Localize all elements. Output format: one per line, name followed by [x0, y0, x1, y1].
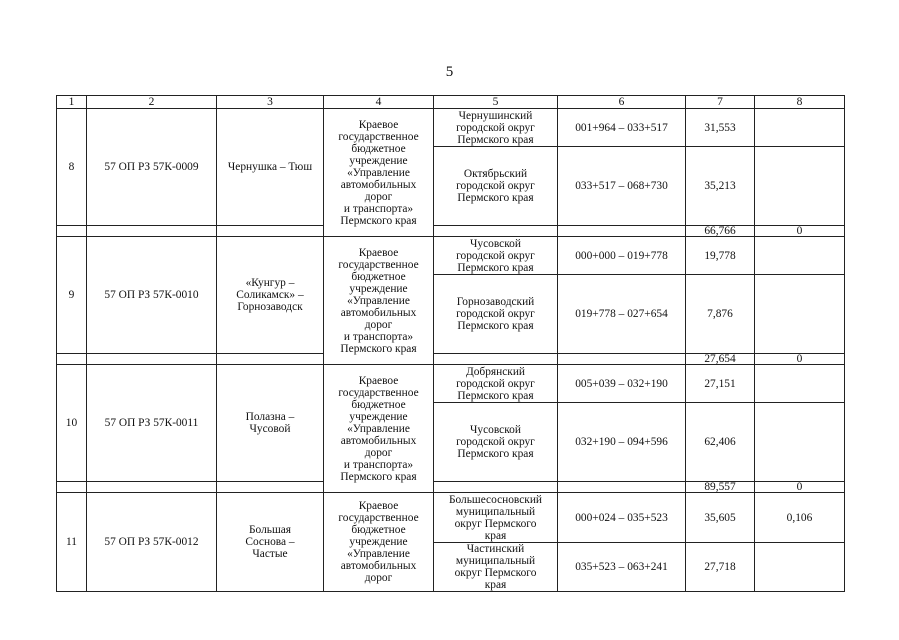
road-name: «Кунгур – Соликамск» – Горнозаводск [217, 237, 324, 354]
km-range: 005+039 – 032+190 [558, 365, 686, 403]
extra-value: 0,106 [755, 493, 845, 543]
table-row [57, 365, 845, 403]
empty-cell [434, 226, 558, 237]
total-row [57, 354, 845, 365]
segment-length: 62,406 [686, 403, 755, 482]
segment-length: 27,151 [686, 365, 755, 403]
segment-length: 35,605 [686, 493, 755, 543]
territory: Большесосновский муниципальный округ Пермского края [434, 493, 558, 543]
owner-organization: Краевое государственное бюджетное учреждение «Управление автомобильных дорог и транспорта» Пермского края [324, 237, 434, 365]
segment-length: 35,213 [686, 147, 755, 226]
total-length: 89,557 [686, 482, 755, 493]
owner-organization: Краевое государственное бюджетное учреждение «Управление автомобильных дорог и транспорта» Пермского края [324, 365, 434, 493]
segment-length: 19,778 [686, 237, 755, 275]
road-id: 57 ОП РЗ 57К-0011 [87, 365, 217, 482]
empty-cell [558, 226, 686, 237]
km-range: 001+964 – 033+517 [558, 109, 686, 147]
empty-cell [434, 354, 558, 365]
extra-value [755, 147, 845, 226]
extra-value [755, 403, 845, 482]
total-row [57, 482, 845, 493]
total-length: 27,654 [686, 354, 755, 365]
road-name: Полазна – Чусовой [217, 365, 324, 482]
header-cell-5: 5 [434, 96, 558, 109]
km-range: 032+190 – 094+596 [558, 403, 686, 482]
page-number: 5 [445, 64, 454, 80]
header-cell-8: 8 [755, 96, 845, 109]
empty-cell [87, 226, 217, 237]
km-range: 033+517 – 068+730 [558, 147, 686, 226]
road-id: 57 ОП РЗ 57К-0012 [87, 493, 217, 592]
segment-length: 7,876 [686, 275, 755, 354]
header-cell-1: 1 [57, 96, 87, 109]
roads-table [56, 95, 845, 592]
header-cell-4: 4 [324, 96, 434, 109]
extra-value [755, 365, 845, 403]
km-range: 035+523 – 063+241 [558, 543, 686, 592]
empty-cell [87, 354, 217, 365]
road-id: 57 ОП РЗ 57К-0010 [87, 237, 217, 354]
empty-cell [87, 482, 217, 493]
table-row [57, 493, 845, 543]
empty-cell [558, 482, 686, 493]
extra-value [755, 109, 845, 147]
total-length: 66,766 [686, 226, 755, 237]
total-extra: 0 [755, 226, 845, 237]
empty-cell [57, 482, 87, 493]
row-number: 8 [57, 109, 87, 226]
km-range: 019+778 – 027+654 [558, 275, 686, 354]
table-row [57, 237, 845, 275]
segment-length: 31,553 [686, 109, 755, 147]
road-id: 57 ОП РЗ 57К-0009 [87, 109, 217, 226]
header-cell-7: 7 [686, 96, 755, 109]
empty-cell [217, 226, 324, 237]
territory: Чусовской городской округ Пермского края [434, 403, 558, 482]
header-row [57, 96, 845, 109]
territory: Октябрьский городской округ Пермского края [434, 147, 558, 226]
row-number: 10 [57, 365, 87, 482]
empty-cell [434, 482, 558, 493]
header-cell-2: 2 [87, 96, 217, 109]
extra-value [755, 543, 845, 592]
road-name: Чернушка – Тюш [217, 109, 324, 226]
extra-value [755, 237, 845, 275]
owner-organization: Краевое государственное бюджетное учреждение «Управление автомобильных дорог [324, 493, 434, 592]
territory: Добрянский городской округ Пермского края [434, 365, 558, 403]
total-extra: 0 [755, 354, 845, 365]
territory: Чусовской городской округ Пермского края [434, 237, 558, 275]
empty-cell [57, 354, 87, 365]
table-row [57, 109, 845, 147]
territory: Чернушинский городской округ Пермского края [434, 109, 558, 147]
header-cell-3: 3 [217, 96, 324, 109]
empty-cell [57, 226, 87, 237]
header-cell-6: 6 [558, 96, 686, 109]
territory: Частинский муниципальный округ Пермского края [434, 543, 558, 592]
row-number: 9 [57, 237, 87, 354]
total-extra: 0 [755, 482, 845, 493]
row-number: 11 [57, 493, 87, 592]
km-range: 000+024 – 035+523 [558, 493, 686, 543]
empty-cell [558, 354, 686, 365]
km-range: 000+000 – 019+778 [558, 237, 686, 275]
total-row [57, 226, 845, 237]
road-name: Большая Соснова – Частые [217, 493, 324, 592]
empty-cell [217, 354, 324, 365]
extra-value [755, 275, 845, 354]
segment-length: 27,718 [686, 543, 755, 592]
owner-organization: Краевое государственное бюджетное учреждение «Управление автомобильных дорог и транспорта» Пермского края [324, 109, 434, 237]
empty-cell [217, 482, 324, 493]
territory: Горнозаводский городской округ Пермского края [434, 275, 558, 354]
